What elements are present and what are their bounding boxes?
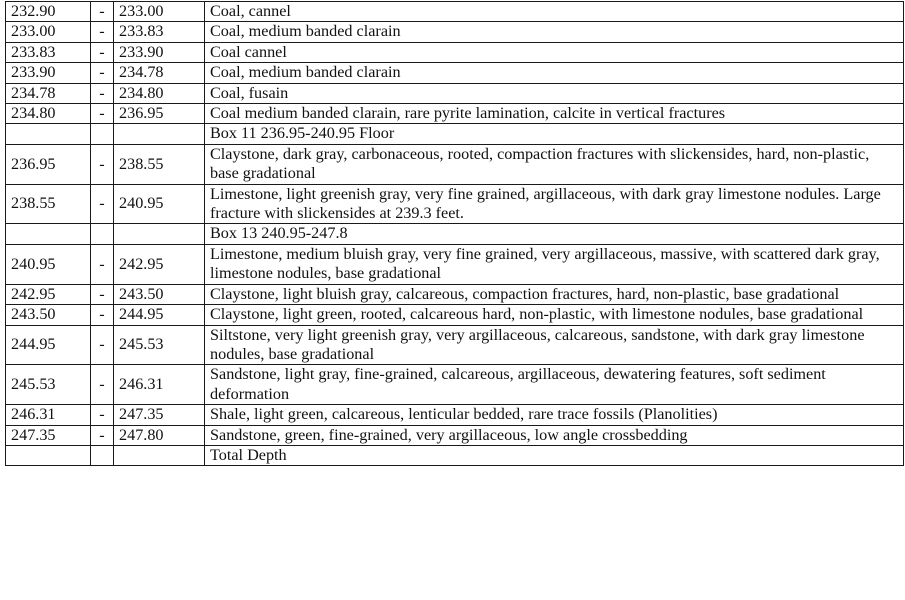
range-dash-cell: - <box>91 284 114 304</box>
table-row <box>6 305 904 325</box>
table-row <box>6 184 904 224</box>
core-description-table <box>5 1 904 466</box>
table-row <box>6 244 904 284</box>
range-dash-cell: - <box>91 104 114 124</box>
lithology-description-cell: Limestone, light greenish gray, very fine grained, argillaceous, with dark gray limestone nodules. Large fracture with slickensides at 239.3 feet. <box>205 184 904 224</box>
depth-from-cell: 238.55 <box>6 184 91 224</box>
range-dash-cell: - <box>91 184 114 224</box>
range-dash-cell: - <box>91 305 114 325</box>
range-dash-cell: - <box>91 365 114 405</box>
range-dash-cell: - <box>91 83 114 103</box>
lithology-description-cell: Claystone, light bluish gray, calcareous, compaction fractures, hard, non-plastic, base gradational <box>205 284 904 304</box>
range-dash-cell: - <box>91 244 114 284</box>
depth-from-cell: 240.95 <box>6 244 91 284</box>
depth-to-cell: 242.95 <box>114 244 205 284</box>
depth-to-cell: 246.31 <box>114 365 205 405</box>
depth-to-cell <box>114 445 205 465</box>
range-dash-cell: - <box>91 425 114 445</box>
depth-from-cell: 244.95 <box>6 325 91 365</box>
table-row <box>6 445 904 465</box>
table-row <box>6 22 904 42</box>
table-row <box>6 325 904 365</box>
lithology-description-cell: Total Depth <box>205 445 904 465</box>
depth-to-cell: 234.78 <box>114 63 205 83</box>
depth-to-cell: 238.55 <box>114 144 205 184</box>
depth-from-cell: 233.90 <box>6 63 91 83</box>
depth-to-cell <box>114 224 205 244</box>
depth-to-cell: 240.95 <box>114 184 205 224</box>
lithology-description-cell: Claystone, dark gray, carbonaceous, rooted, compaction fractures with slickensides, hard, non-plastic, base gradational <box>205 144 904 184</box>
table-row <box>6 425 904 445</box>
table-row <box>6 284 904 304</box>
depth-to-cell: 247.80 <box>114 425 205 445</box>
lithology-description-cell: Shale, light green, calcareous, lenticular bedded, rare trace fossils (Planolities) <box>205 405 904 425</box>
lithology-description-cell: Box 13 240.95-247.8 <box>205 224 904 244</box>
depth-to-cell: 234.80 <box>114 83 205 103</box>
table-row <box>6 63 904 83</box>
depth-from-cell: 234.80 <box>6 104 91 124</box>
depth-to-cell: 233.83 <box>114 22 205 42</box>
depth-from-cell: 243.50 <box>6 305 91 325</box>
depth-to-cell: 233.90 <box>114 42 205 62</box>
depth-to-cell: 244.95 <box>114 305 205 325</box>
depth-to-cell: 247.35 <box>114 405 205 425</box>
depth-to-cell: 243.50 <box>114 284 205 304</box>
range-dash-cell <box>91 224 114 244</box>
depth-from-cell: 245.53 <box>6 365 91 405</box>
lithology-description-cell: Coal, cannel <box>205 2 904 22</box>
depth-from-cell: 233.00 <box>6 22 91 42</box>
table-row <box>6 224 904 244</box>
range-dash-cell: - <box>91 144 114 184</box>
lithology-description-cell: Coal, medium banded clarain <box>205 63 904 83</box>
depth-to-cell <box>114 124 205 144</box>
lithology-description-cell: Claystone, light green, rooted, calcareous hard, non-plastic, with limestone nodules, base gradational <box>205 305 904 325</box>
depth-to-cell: 245.53 <box>114 325 205 365</box>
lithology-description-cell: Coal, medium banded clarain <box>205 22 904 42</box>
table-row <box>6 124 904 144</box>
depth-from-cell: 236.95 <box>6 144 91 184</box>
lithology-description-cell: Box 11 236.95-240.95 Floor <box>205 124 904 144</box>
depth-from-cell: 247.35 <box>6 425 91 445</box>
lithology-description-cell: Sandstone, green, fine-grained, very argillaceous, low angle crossbedding <box>205 425 904 445</box>
lithology-description-cell: Coal cannel <box>205 42 904 62</box>
lithology-description-cell: Coal medium banded clarain, rare pyrite lamination, calcite in vertical fractures <box>205 104 904 124</box>
table-row <box>6 405 904 425</box>
range-dash-cell: - <box>91 22 114 42</box>
range-dash-cell <box>91 124 114 144</box>
table-row <box>6 104 904 124</box>
lithology-description-cell: Limestone, medium bluish gray, very fine grained, very argillaceous, massive, with scattered dark gray, limestone nodules, base gradational <box>205 244 904 284</box>
lithology-description-cell: Sandstone, light gray, fine-grained, calcareous, argillaceous, dewatering features, soft sediment deformation <box>205 365 904 405</box>
depth-to-cell: 236.95 <box>114 104 205 124</box>
depth-from-cell: 246.31 <box>6 405 91 425</box>
depth-from-cell <box>6 124 91 144</box>
range-dash-cell: - <box>91 42 114 62</box>
range-dash-cell: - <box>91 63 114 83</box>
table-row <box>6 365 904 405</box>
range-dash-cell: - <box>91 405 114 425</box>
table-row <box>6 42 904 62</box>
range-dash-cell: - <box>91 325 114 365</box>
depth-from-cell: 234.78 <box>6 83 91 103</box>
depth-to-cell: 233.00 <box>114 2 205 22</box>
range-dash-cell <box>91 445 114 465</box>
lithology-description-cell: Coal, fusain <box>205 83 904 103</box>
table-row <box>6 83 904 103</box>
table-row <box>6 2 904 22</box>
depth-from-cell <box>6 224 91 244</box>
depth-from-cell <box>6 445 91 465</box>
depth-from-cell: 242.95 <box>6 284 91 304</box>
table-body <box>6 2 904 466</box>
range-dash-cell: - <box>91 2 114 22</box>
depth-from-cell: 233.83 <box>6 42 91 62</box>
table-row <box>6 144 904 184</box>
lithology-description-cell: Siltstone, very light greenish gray, very argillaceous, calcareous, sandstone, with dark gray limestone nodules, base gradational <box>205 325 904 365</box>
depth-from-cell: 232.90 <box>6 2 91 22</box>
